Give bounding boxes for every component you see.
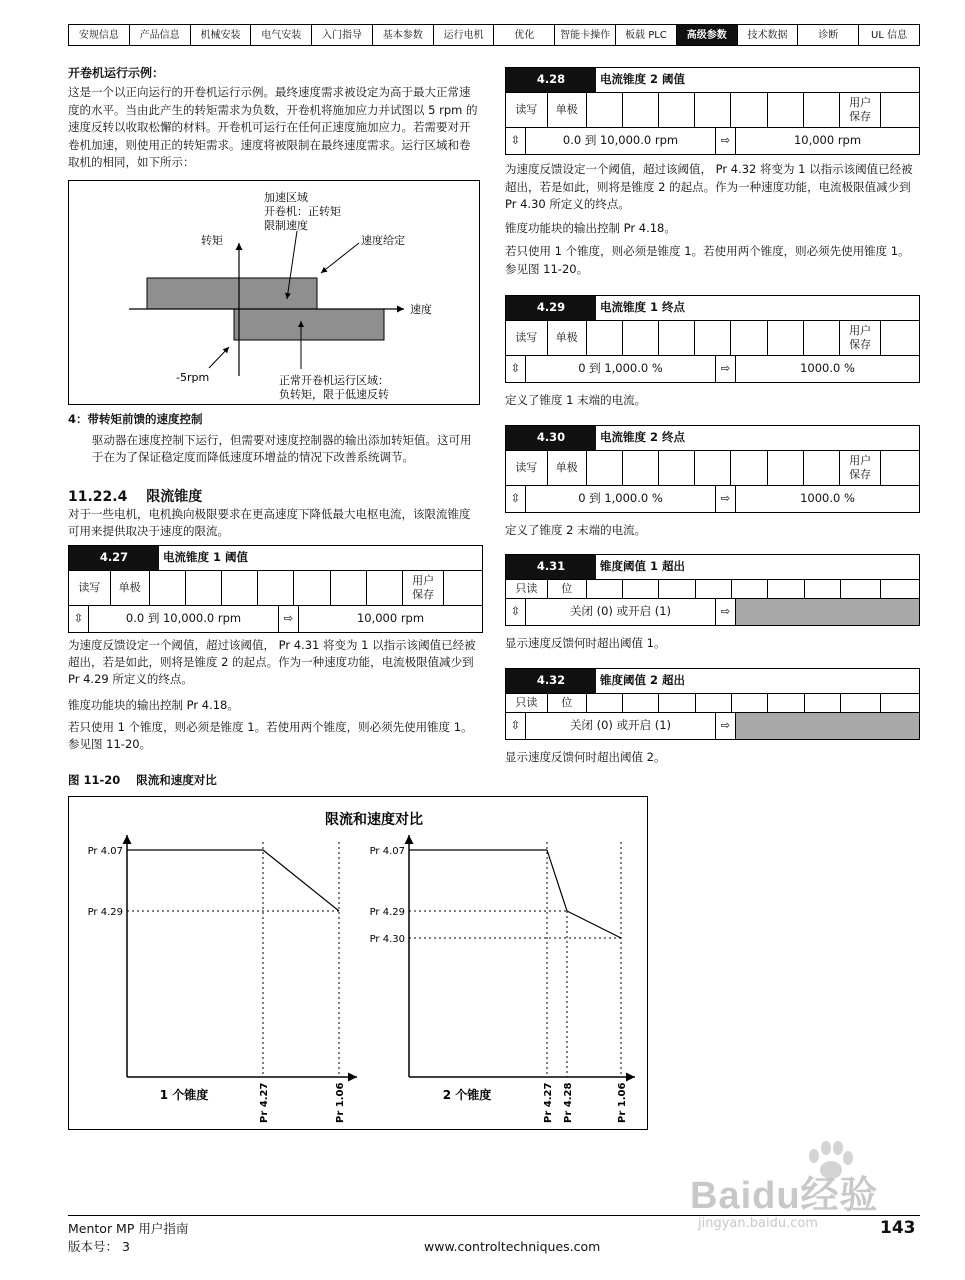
left-x1-label: Pr 4.27 bbox=[259, 1082, 270, 1123]
nav-tab[interactable]: 诊断 bbox=[798, 25, 859, 45]
range-icon: ⇳ bbox=[506, 599, 526, 625]
empty-cell bbox=[804, 93, 840, 127]
empty-cell bbox=[623, 93, 659, 127]
empty-cell bbox=[804, 321, 840, 355]
empty-cell bbox=[881, 580, 919, 598]
item4-text: 驱动器在速度控制下运行，但需要对速度控制器的输出添加转矩值。这可用于在为了保证稳定度而降低速度环增益的情况下改善系统调节。 bbox=[92, 433, 472, 464]
default-icon: ⇨ bbox=[279, 606, 299, 632]
empty-cell bbox=[841, 580, 881, 598]
nav-tab[interactable]: 板载 PLC bbox=[616, 25, 677, 45]
range-icon: ⇳ bbox=[506, 486, 526, 512]
nav-tab[interactable]: UL 信息 bbox=[871, 29, 908, 41]
empty-cell bbox=[659, 694, 695, 712]
param-number: 4.29 bbox=[506, 296, 596, 320]
type-cell: 位 bbox=[548, 694, 587, 712]
param-name: 电流锥度 1 阈值 bbox=[163, 550, 249, 565]
range-value: 0 到 1,000.0 % bbox=[526, 356, 716, 382]
empty-cell bbox=[731, 321, 767, 355]
unwind-title: 开卷机运行示例： bbox=[68, 66, 165, 80]
left-y1-label: Pr 4.07 bbox=[87, 846, 123, 857]
empty-cell bbox=[587, 580, 623, 598]
minus5-label: -5rpm bbox=[176, 371, 210, 384]
param-name: 电流锥度 2 终点 bbox=[600, 430, 686, 445]
empty-cell bbox=[623, 580, 659, 598]
range-value: 0.0 到 10,000.0 rpm bbox=[526, 128, 716, 154]
empty-cell bbox=[331, 571, 367, 605]
right-y1-label: Pr 4.07 bbox=[369, 846, 405, 857]
access-cell: 读写 bbox=[69, 571, 111, 605]
param-name: 锥度阈值 1 超出 bbox=[600, 559, 686, 574]
param-table-4-31 bbox=[505, 554, 920, 626]
empty-cell bbox=[659, 93, 695, 127]
default-icon: ⇨ bbox=[716, 713, 736, 739]
figure-caption: 图 11-20 限流和速度对比 bbox=[68, 773, 217, 787]
unwinder-diagram bbox=[68, 180, 480, 405]
empty-cell bbox=[695, 93, 731, 127]
type-cell: 单极 bbox=[111, 571, 150, 605]
nav-tab[interactable]: 产品信息 bbox=[130, 25, 191, 45]
footer-url: www.controltechniques.com bbox=[424, 1239, 601, 1254]
empty-cell bbox=[768, 93, 804, 127]
empty-cell bbox=[804, 451, 840, 485]
nav-tab[interactable]: 基本参数 bbox=[373, 25, 434, 45]
left-y2-label: Pr 4.29 bbox=[87, 907, 123, 918]
param-table-4-32 bbox=[505, 668, 920, 740]
empty-cell bbox=[587, 451, 623, 485]
nav-tab[interactable]: 入门指导 bbox=[312, 25, 373, 45]
range-value: 0.0 到 10,000.0 rpm bbox=[89, 606, 279, 632]
nav-tab[interactable]: 优化 bbox=[494, 25, 555, 45]
section-title: 限流锥度 bbox=[146, 489, 203, 505]
empty-cell bbox=[150, 571, 186, 605]
default-icon: ⇨ bbox=[716, 128, 736, 154]
param-number: 4.31 bbox=[506, 555, 596, 579]
desc-4-27-1: 为速度反馈设定一个阈值，超过该阈值， Pr 4.31 将变为 1 以指示该阈值已经被超出，若是如此，则将是锥度 2 的起点。作为一种速度功能，电流极限值减少到 Pr 4.29 所定义的终点。 bbox=[68, 638, 476, 686]
normal-label-2: 负转矩，限于低速反转 bbox=[279, 388, 389, 401]
empty-cell bbox=[881, 93, 919, 127]
accel-label-3: 限制速度 bbox=[264, 219, 308, 232]
default-icon: ⇨ bbox=[716, 599, 736, 625]
range-icon: ⇳ bbox=[506, 356, 526, 382]
section-heading bbox=[68, 487, 202, 508]
param-table-4-28 bbox=[505, 67, 920, 155]
desc-4-28-1: 为速度反馈设定一个阈值，超过该阈值， Pr 4.32 将变为 1 以指示该阈值已经被超出，若是如此，则将是锥度 2 的起点。作为一种速度功能，电流极限值减少到 Pr 4.30 所定义的终点。 bbox=[505, 162, 913, 211]
empty-cell bbox=[587, 321, 623, 355]
empty-cell bbox=[732, 694, 768, 712]
empty-cell bbox=[367, 571, 403, 605]
range-value: 0 到 1,000.0 % bbox=[526, 486, 716, 512]
empty-cell bbox=[805, 580, 841, 598]
param-table-4-29 bbox=[505, 295, 920, 383]
empty-cell bbox=[258, 571, 294, 605]
empty-cell bbox=[695, 451, 731, 485]
access-cell: 读写 bbox=[506, 93, 548, 127]
type-cell: 单极 bbox=[548, 93, 587, 127]
empty-cell bbox=[587, 694, 623, 712]
empty-cell bbox=[623, 321, 659, 355]
save-cell: 用户保存 bbox=[840, 321, 881, 355]
desc-4-31: 显示速度反馈何时超出阈值 1。 bbox=[505, 636, 666, 650]
access-cell: 读写 bbox=[506, 451, 548, 485]
range-icon: ⇳ bbox=[69, 606, 89, 632]
nav-tab[interactable]: 高级参数 bbox=[677, 25, 738, 45]
empty-cell bbox=[623, 694, 659, 712]
empty-cell bbox=[659, 580, 695, 598]
access-cell: 只读 bbox=[506, 580, 548, 598]
empty-cell bbox=[732, 580, 768, 598]
empty-cell bbox=[186, 571, 222, 605]
param-table-4-27 bbox=[68, 545, 483, 633]
empty-cell bbox=[881, 321, 919, 355]
default-icon: ⇨ bbox=[716, 356, 736, 382]
empty-cell bbox=[587, 93, 623, 127]
default-value: 1000.0 % bbox=[800, 361, 855, 376]
param-table-4-30 bbox=[505, 425, 920, 513]
item4-title: 4：带转矩前馈的速度控制 bbox=[68, 412, 203, 426]
desc-4-28-3: 若只使用 1 个锥度，则必须是锥度 1。若使用两个锥度，则必须先使用锥度 1。参见图 11-20。 bbox=[505, 244, 910, 276]
desc-4-27-3: 若只使用 1 个锥度，则必须是锥度 1。若使用两个锥度，则必须先使用锥度 1。参见图 11-20。 bbox=[68, 720, 473, 751]
right-x2-label: Pr 4.28 bbox=[563, 1082, 574, 1123]
normal-label-1: 正常开卷机运行区域： bbox=[279, 374, 389, 387]
param-number: 4.32 bbox=[506, 669, 596, 693]
empty-cell bbox=[731, 93, 767, 127]
range-icon: ⇳ bbox=[506, 713, 526, 739]
empty-cell bbox=[695, 321, 731, 355]
access-cell: 只读 bbox=[506, 694, 548, 712]
nav-tab[interactable]: 电气安装 bbox=[251, 25, 312, 45]
right-label: 2 个锥度 bbox=[442, 1088, 492, 1102]
empty-cell bbox=[841, 694, 881, 712]
nav-tab[interactable]: 机械安装 bbox=[191, 25, 252, 45]
default-value-blank bbox=[736, 713, 919, 739]
watermark-logo: Baidu经验 bbox=[690, 1175, 879, 1217]
speed-label: 速度 bbox=[410, 303, 432, 316]
footer-rule bbox=[68, 1215, 920, 1216]
empty-cell bbox=[696, 580, 732, 598]
right-y3-label: Pr 4.30 bbox=[369, 934, 405, 945]
desc-4-30: 定义了锥度 2 末端的电流。 bbox=[505, 523, 647, 537]
empty-cell bbox=[768, 321, 804, 355]
access-cell: 读写 bbox=[506, 321, 548, 355]
desc-4-27-2: 锥度功能块的输出控制 Pr 4.18。 bbox=[68, 698, 239, 712]
section-number: 11.22.4 bbox=[68, 489, 128, 505]
accel-region bbox=[147, 278, 317, 309]
normal-region bbox=[234, 309, 384, 340]
left-label: 1 个锥度 bbox=[159, 1088, 209, 1102]
empty-cell bbox=[805, 694, 841, 712]
range-icon: ⇳ bbox=[506, 128, 526, 154]
param-number: 4.28 bbox=[506, 68, 596, 92]
right-taper-2 bbox=[567, 911, 621, 938]
save-cell: 用户保存 bbox=[840, 451, 881, 485]
left-x2-label: Pr 1.06 bbox=[335, 1082, 346, 1123]
empty-cell bbox=[623, 451, 659, 485]
nav-tab[interactable]: 安规信息 bbox=[69, 25, 130, 45]
right-x1-label: Pr 4.27 bbox=[543, 1082, 554, 1123]
figure-title: 限流和速度对比 bbox=[325, 812, 423, 828]
empty-cell bbox=[696, 694, 732, 712]
empty-cell bbox=[768, 580, 804, 598]
empty-cell bbox=[881, 451, 919, 485]
default-value: 1000.0 % bbox=[800, 491, 855, 506]
top-nav bbox=[68, 24, 920, 46]
accel-label-2: 开卷机：正转矩 bbox=[264, 205, 341, 218]
desc-4-29: 定义了锥度 1 末端的电流。 bbox=[505, 393, 647, 407]
nav-tab[interactable]: 运行电机 bbox=[434, 25, 495, 45]
figure-11-20 bbox=[68, 796, 648, 1130]
torque-label: 转矩 bbox=[201, 234, 223, 247]
save-cell: 用户保存 bbox=[403, 571, 444, 605]
empty-cell bbox=[222, 571, 258, 605]
default-value: 10,000 rpm bbox=[356, 611, 425, 626]
left-taper-line bbox=[263, 850, 339, 911]
range-value: 关闭 (0) 或开启 (1) bbox=[526, 713, 716, 739]
param-number: 4.30 bbox=[506, 426, 596, 450]
empty-cell bbox=[444, 571, 482, 605]
section-text: 对于一些电机，电机换向极限要求在更高速度下降低最大电枢电流，该限流锥度可用来提供取决于速度的限流。 bbox=[68, 507, 471, 538]
default-value-blank bbox=[736, 599, 919, 625]
param-number: 4.27 bbox=[69, 546, 159, 570]
right-x3-label: Pr 1.06 bbox=[617, 1082, 628, 1123]
save-cell: 用户保存 bbox=[840, 93, 881, 127]
watermark-url: jingyan.baidu.com bbox=[698, 1216, 818, 1231]
empty-cell bbox=[731, 451, 767, 485]
type-cell: 单极 bbox=[548, 451, 587, 485]
footer-title: Mentor MP 用户指南 bbox=[68, 1221, 189, 1236]
nav-tab[interactable]: 技术数据 bbox=[738, 25, 799, 45]
desc-4-32: 显示速度反馈何时超出阈值 2。 bbox=[505, 750, 666, 764]
page-number: 143 bbox=[880, 1218, 916, 1238]
empty-cell bbox=[768, 451, 804, 485]
unwind-text: 这是一个以正向运行的开卷机运行示例。最终速度需求被设定为高于最大正常速度的水平。当由此产生的转矩需求为负数，开卷机将施加应力并试图以 5 rpm 的速度反转以收取松懈的材料。开卷机可运行在任何正速度施加应力。若需要对开卷机加速，则使用正的转矩需求。速度将被限制在最终速度需求。运行区域和卷取机的相同，如下所示： bbox=[68, 85, 478, 169]
type-cell: 单极 bbox=[548, 321, 587, 355]
nav-tab[interactable]: 智能卡操作 bbox=[555, 25, 616, 45]
empty-cell bbox=[294, 571, 330, 605]
default-icon: ⇨ bbox=[716, 486, 736, 512]
desc-4-28-2: 锥度功能块的输出控制 Pr 4.18。 bbox=[505, 221, 676, 235]
empty-cell bbox=[659, 451, 695, 485]
empty-cell bbox=[881, 694, 919, 712]
param-name: 电流锥度 1 终点 bbox=[600, 300, 686, 315]
empty-cell bbox=[659, 321, 695, 355]
speed-ref-label: 速度给定 bbox=[361, 234, 405, 247]
default-value: 10,000 rpm bbox=[793, 133, 862, 148]
type-cell: 位 bbox=[548, 580, 587, 598]
param-name: 锥度阈值 2 超出 bbox=[600, 673, 686, 688]
right-y2-label: Pr 4.29 bbox=[369, 907, 405, 918]
param-name: 电流锥度 2 阈值 bbox=[600, 72, 686, 87]
range-value: 关闭 (0) 或开启 (1) bbox=[526, 599, 716, 625]
right-taper-1 bbox=[547, 850, 567, 911]
empty-cell bbox=[768, 694, 804, 712]
accel-label-1: 加速区域 bbox=[264, 191, 308, 204]
footer-version: 版本号： 3 bbox=[68, 1239, 130, 1254]
